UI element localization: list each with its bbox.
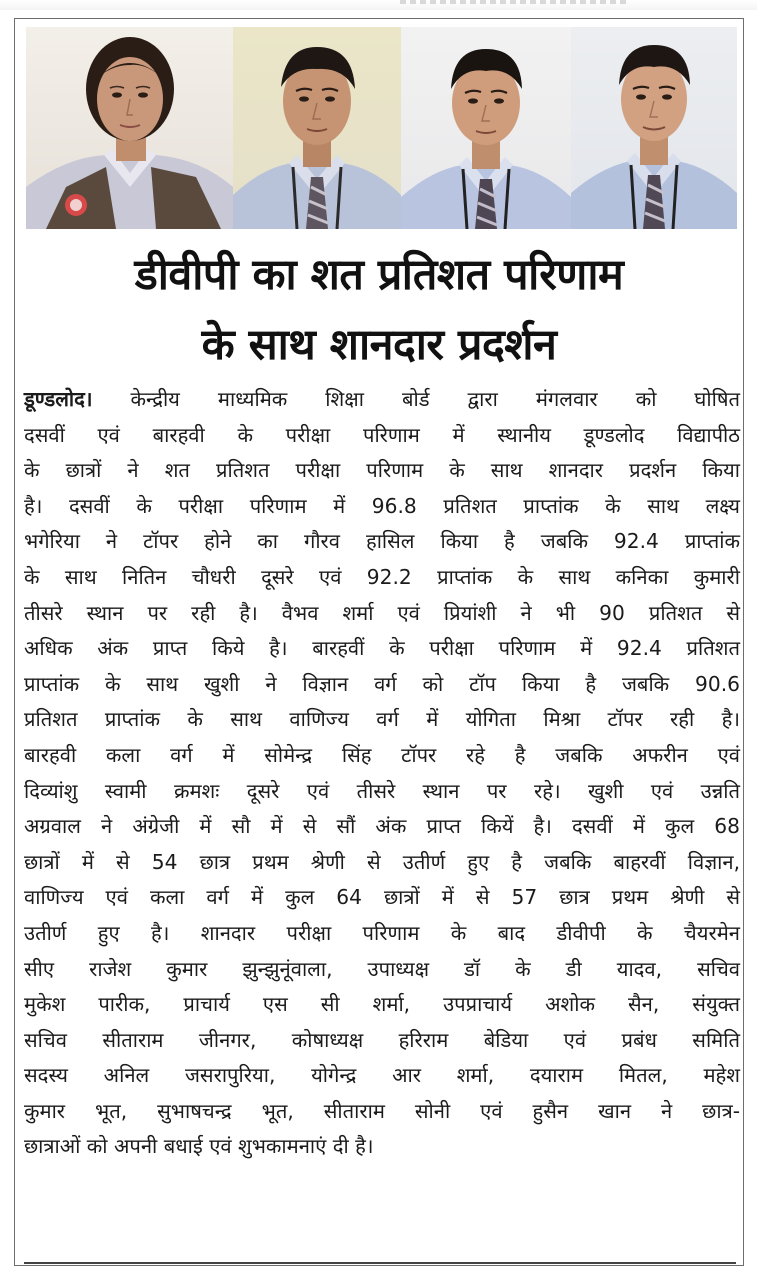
body-line-17: सीए राजेश कुमार झुन्झुनूंवाला, उपाध्यक्ष डॉ के डी यादव, सचिव xyxy=(24,956,740,981)
student-photo-3 xyxy=(401,27,571,229)
body-line-14: छात्रों में से 54 छात्र प्रथम श्रेणी से उतीर्ण हुए है जबकि बाहरवीं विज्ञान, xyxy=(24,849,740,874)
student-photo-2 xyxy=(233,27,401,229)
student-photo-4 xyxy=(571,27,737,229)
headline-line-2: के साथ शानदार प्रदर्शन xyxy=(201,320,557,370)
body-line-13: अग्रवाल ने अंग्रेजी में सौ में से सौं अंक प्राप्त कियें है। दसवीं में कुल 68 xyxy=(24,814,740,839)
body-line-2: दसवीं एवं बारहवी के परीक्षा परिणाम में स्थानीय डूण्डलोद विद्यापीठ xyxy=(24,422,740,447)
body-line-8: अधिक अंक प्राप्त किये है। बारहवीं के परीक्षा परिणाम में 92.4 प्रतिशत xyxy=(24,636,740,661)
body-line-9: प्राप्तांक के साथ खुशी ने विज्ञान वर्ग को टॉप किया है जबकि 90.6 xyxy=(24,671,740,696)
previous-article-fragment xyxy=(400,0,630,4)
body-line-5: भगेरिया ने टॉपर होने का गौरव हासिल किया है जबकि 92.4 प्राप्तांक xyxy=(24,529,740,554)
body-line-3: के छात्रों ने शत प्रतिशत परीक्षा परिणाम के साथ शानदार प्रदर्शन किया xyxy=(24,458,740,483)
body-line-21: कुमार भूत, सुभाषचन्द्र भूत, सीताराम सोनी एवं हुसैन खान ने छात्र- xyxy=(24,1098,740,1123)
body-line-10: प्रतिशत प्राप्तांक के साथ वाणिज्य वर्ग में योगिता मिश्रा टॉपर रही है। xyxy=(24,707,740,732)
body-line-15: वाणिज्य एवं कला वर्ग में कुल 64 छात्रों में से 57 छात्र प्रथम श्रेणी से xyxy=(24,885,740,910)
body-line-6: के साथ नितिन चौधरी दूसरे एवं 92.2 प्राप्तांक के साथ कनिका कुमारी xyxy=(24,564,740,589)
student-photo-1 xyxy=(26,27,233,229)
photo-strip xyxy=(26,27,737,229)
body-line-18: मुकेश पारीक, प्राचार्य एस सी शर्मा, उपप्राचार्य अशोक सैन, संयुक्त xyxy=(24,992,740,1017)
body-line-1-text: केन्द्रीय माध्यमिक शिक्षा बोर्ड द्वारा मंगलवार को घोषित xyxy=(92,387,740,411)
body-line-20: सदस्य अनिल जसरापुरिया, योगेन्द्र आर शर्मा, दयाराम मितल, महेश xyxy=(24,1063,740,1088)
body-line-7: तीसरे स्थान पर रही है। वैभव शर्मा एवं प्रियांशी ने भी 90 प्रतिशत से xyxy=(24,600,740,625)
body-line-22: छात्राओं को अपनी बधाई एवं शुभकामनाएं दी है। xyxy=(24,1134,374,1159)
headline-line-1: डीवीपी का शत प्रतिशत परिणाम xyxy=(134,250,624,300)
body-line-19: सचिव सीताराम जीनगर, कोषाध्यक्ष हरिराम बेडिया एवं प्रबंध समिति xyxy=(24,1027,740,1052)
body-line-1 xyxy=(24,382,740,418)
body-line-12: दिव्यांशु स्वामी क्रमशः दूसरे एवं तीसरे स्थान पर रहे। खुशी एवं उन्नति xyxy=(24,778,740,803)
page-top-edge xyxy=(0,0,757,10)
headline xyxy=(20,240,738,380)
bottom-rule xyxy=(24,1262,736,1264)
dateline: डूण्डलोद। xyxy=(24,387,93,411)
body-line-4: है। दसवीं के परीक्षा परिणाम में 96.8 प्रतिशत प्राप्तांक के साथ लक्ष्य xyxy=(24,493,740,518)
body-line-16: उतीर्ण हुए है। शानदार परीक्षा परिणाम के बाद डीवीपी के चैयरमेन xyxy=(24,920,740,945)
article-body xyxy=(24,382,740,1165)
body-line-11: बारहवी कला वर्ग में सोमेन्द्र सिंह टॉपर रहे है जबकि अफरीन एवं xyxy=(24,742,740,767)
